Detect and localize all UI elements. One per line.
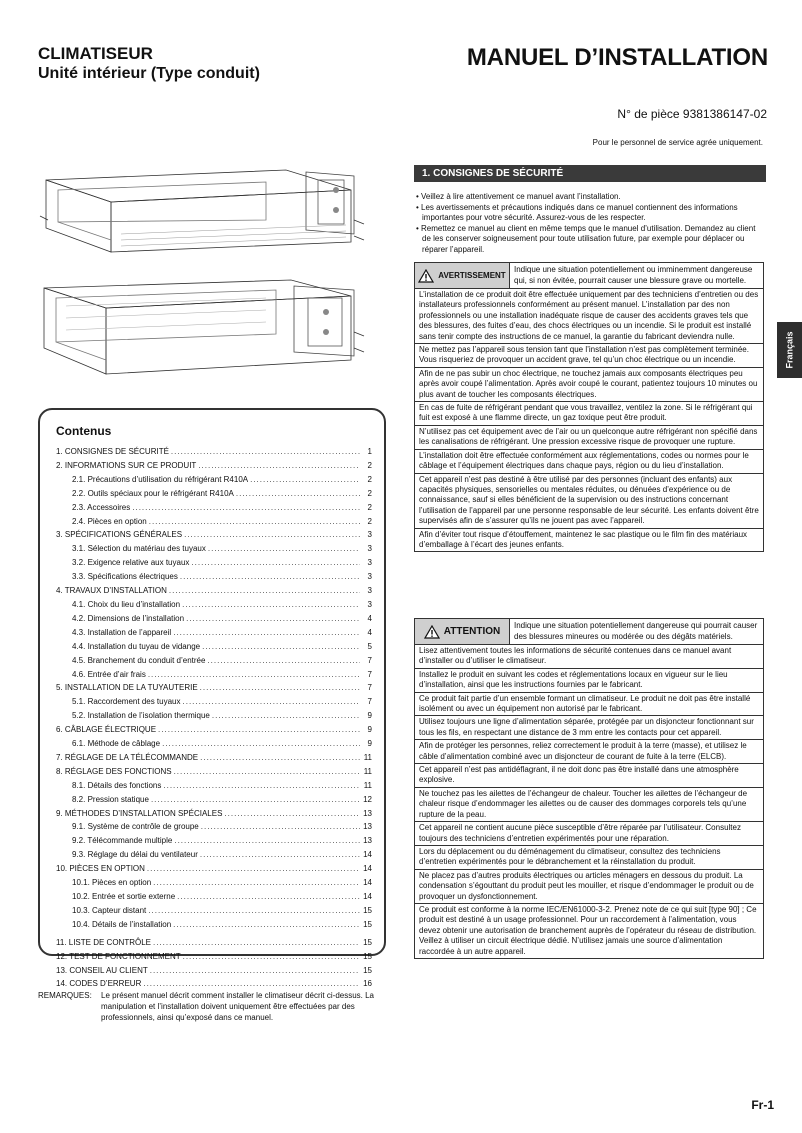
toc-entry-page: 7 [367,697,372,707]
page-number: Fr-1 [751,1098,774,1112]
warning-item: En cas de fuite de réfrigérant pendant que vous travaillez, ventilez la zone. Si le réfrigérant qui fuit est exposé à une flamme directe, un gaz toxique peut être produit. [415,402,763,426]
toc-entry-page: 14 [363,892,372,901]
toc-entry [56,950,372,964]
toc-leader-dots [150,964,360,978]
caution-box [414,618,764,959]
toc-entry-page: 2 [367,488,372,498]
remarks-text: Le présent manuel décrit comment installer le climatiseur décrit ci-dessus. La manipulation et l’installation doivent uniquement être effectuées par des professionnels, ainsi qu’exposé dans ce manuel. [101,991,375,1022]
warning-item: Afin de ne pas subir un choc électrique, ne touchez jamais aux composants électriques peu après avoir coupé l’alimentation. Après avoir coupé le courant, patientez toujours 10 minutes ou plus avant de toucher les composants électriques. [415,368,763,402]
caution-item: Cet appareil ne contient aucune pièce susceptible d’être réparée par l’utilisateur. Consultez toujours des techniciens d’entretien expérimentés pour une réparation. [415,822,763,846]
toc-entry-title: 5.2. Installation de l’isolation thermique [72,711,210,721]
toc-entry-title: 10.1. Pièces en option [72,878,152,888]
toc-leader-dots [207,654,360,668]
toc-leader-dots [147,862,360,876]
toc-entry-page: 2 [367,502,372,512]
caution-badge [415,619,510,644]
intro-item: • Veillez à lire attentivement ce manuel avant l’installation. [414,192,766,203]
toc-entry-title: 4.1. Choix du lieu d’installation [72,599,181,609]
toc-entry-page: 9 [367,711,372,721]
warning-item: L’installation doit être effectuée conformément aux réglementations, codes ou normes pour le câblage et l’équipement électriques dans chaque pays, région ou du lieu d’installation. [415,450,763,474]
toc-entry [56,501,372,515]
warning-item: N’utilisez pas cet équipement avec de l’air ou un quelconque autre réfrigérant non spécifié dans les canalisations de réfrigérant. Une pression excessive risque de provoquer une rupture. [415,426,763,450]
toc-entry-title: 10. PIÈCES EN OPTION [56,864,145,874]
language-tab-label: Français [784,331,795,369]
toc-entry-title: 8.2. Pression statique [72,794,149,804]
table-of-contents [38,408,386,989]
toc-entry-page: 4 [367,613,372,623]
toc-entry-page: 11 [363,752,372,762]
toc-entry [56,570,372,584]
toc-entry [56,848,372,862]
toc-entry-title: 9.1. Système de contrôle de groupe [72,822,199,832]
toc-entry [56,695,372,709]
toc-entry [56,723,372,737]
toc-entry-title: 8. RÉGLAGE DES FONCTIONS [56,766,172,776]
toc-entry-title: 6.1. Méthode de câblage [72,739,161,749]
toc-leader-dots [153,936,360,950]
toc-entry-page: 9 [367,739,372,749]
warning-item: Cet appareil n’est pas destiné à être utilisé par des personnes (incluant des enfants) aux capacités physiques, sensorielles ou mentales réduites, ou dénuées d’expérience ou de connaissance, sauf si elles bénéficient de la supervision ou des instructions concernant l’utilisation de l’appareil par une personne responsable de leur sécurité. Les enfants doivent être supervisés afin de s’assurer qu’ils ne jouent pas avec l’appareil. [415,474,763,529]
warning-description: Indique une situation potentiellement ou imminemment dangereuse qui, si non évitée, pourrait causer une blessure grave ou mortelle. [514,265,753,285]
toc-entry [56,487,372,501]
toc-leader-dots [182,598,360,612]
caution-item: Lisez attentivement toutes les informations de sécurité contenues dans ce manuel avant d’installer ou d’utiliser le climatiseur. [415,645,763,669]
toc-leader-dots [208,542,360,556]
toc-entry-title: 2.4. Pièces en option [72,516,147,526]
toc-entry-page: 3 [367,558,372,568]
toc-entry-page: 7 [367,655,372,665]
toc-entry-page: 11 [363,766,372,776]
caution-item: Ce produit est conforme à la norme IEC/EN61000-3-2. Prenez note de ce qui suit [type 90] ; Ce produit est destiné à un usage professionnel. Pour un raccordement à l’alimentation, vous devez obtenir une autorisation de branchement auprès de l’opérateur du réseau de distribution. Veillez à utiliser un circuit électrique dédié. N’utilisez jamais une source d’alimentation raccordée à un autre appareil. [419,904,757,956]
toc-entry-page: 3 [367,599,372,609]
toc-leader-dots [148,668,360,682]
toc-entry-page: 4 [367,627,372,637]
toc-entry-page: 15 [363,951,372,961]
toc-entry-page: 2 [367,460,372,470]
language-tab [777,322,802,378]
toc-leader-dots [163,779,360,793]
toc-leader-dots [171,445,360,459]
toc-entry [56,556,372,570]
toc-entry-title: 8.1. Détails des fonctions [72,780,162,790]
toc-entry-title: 13. CONSEIL AU CLIENT [56,965,148,975]
toc-entry [56,834,372,848]
toc-entry [56,584,372,598]
toc-entry [56,862,372,876]
toc-entry [56,445,372,459]
caution-item: Lors du déplacement ou du déménagement du climatiseur, consultez des techniciens d’entretien expérimentés pour le débranchement et la réinstallation du produit. [415,846,763,870]
toc-list [56,445,372,991]
toc-entry [56,654,372,668]
toc-leader-dots [200,751,360,765]
toc-entry [56,473,372,487]
toc-leader-dots [173,626,360,640]
toc-leader-dots [224,807,360,821]
toc-entry-page: 15 [363,965,372,975]
toc-entry [56,542,372,556]
toc-entry-page: 13 [363,808,372,818]
caution-item: Ce produit fait partie d’un ensemble formant un climatiseur. Le produit ne doit pas être installé isolément ou avec un équipement non autorisé par le fabricant. [415,693,763,717]
toc-entry-title: 9.2. Télécommande multiple [72,836,173,846]
toc-leader-dots [202,640,360,654]
toc-entry [56,626,372,640]
toc-entry-title: 4.5. Branchement du conduit d’entrée [72,655,206,665]
toc-entry-title: 5. INSTALLATION DE LA TUYAUTERIE [56,683,198,693]
toc-entry-page: 7 [367,683,372,693]
toc-entry [56,765,372,779]
toc-entry-title: 4.4. Installation du tuyau de vidange [72,641,201,651]
toc-entry-page: 1 [367,447,372,456]
toc-leader-dots [183,950,360,964]
toc-entry [56,668,372,682]
toc-entry-title: 10.4. Détails de l’installation [72,919,172,929]
toc-leader-dots [200,848,360,862]
toc-entry-page: 9 [367,725,372,735]
toc-entry-page: 13 [363,836,372,846]
toc-leader-dots [177,890,360,904]
toc-entry-title: 3.2. Exigence relative aux tuyaux [72,558,190,568]
service-note: Pour le personnel de service agrée uniquement. [592,138,763,147]
toc-entry-title: 10.3. Capteur distant [72,905,147,915]
toc-leader-dots [191,556,360,570]
toc-entry-page: 14 [363,864,372,874]
toc-entry [56,709,372,723]
toc-leader-dots [186,612,360,626]
warning-triangle-icon [418,269,434,283]
caution-item: Utilisez toujours une ligne d’alimentation séparée, protégée par un disjoncteur fonctionnant sur tous les fils, en respectant une distance de 3 mm entre les contacts pour cet appareil. [415,716,763,740]
toc-leader-dots [184,528,360,542]
caution-label: ATTENTION [443,626,501,637]
warning-label: AVERTISSEMENT [438,271,506,280]
toc-entry [56,876,372,890]
toc-entry-title: 3. SPÉCIFICATIONS GÉNÉRALES [56,530,183,540]
toc-entry-page: 15 [363,905,372,915]
warning-item: Ne mettez pas l’appareil sous tension tant que l’installation n’est pas complètement terminée. Vous risqueriez de provoquer un accident grave, tel qu’un choc électrique ou un incendie. [415,344,763,368]
manual-title: MANUEL D’INSTALLATION [466,44,768,71]
toc-entry-title: 12. TEST DE FONCTIONNEMENT [56,951,181,961]
caution-description: Indique une situation potentiellement dangereuse qui pourrait causer des blessures mineures ou modérée ou des dégâts matériels. [514,621,758,641]
toc-entry-page: 11 [363,780,372,790]
toc-entry-page: 3 [367,544,372,554]
toc-leader-dots [173,918,360,932]
toc-entry-page: 3 [367,586,372,596]
intro-item: • Les avertissements et précautions indiqués dans ce manuel contiennent des informations importantes pour votre sécurité. Assurez-vous de les respecter. [414,203,766,224]
toc-entry-title: 10.2. Entrée et sortie externe [72,892,176,901]
toc-entry-title: 9.3. Réglage du délai du ventilateur [72,850,198,860]
remarks-label: REMARQUES: [38,991,92,1000]
caution-item: Afin de protéger les personnes, reliez correctement le produit à la terre (masse), et utilisez le câble d’alimentation combiné avec un disjoncteur de courant de fuite à la terre (ELCB). [415,740,763,764]
toc-leader-dots [236,487,360,501]
toc-entry [56,918,372,932]
toc-leader-dots [174,834,360,848]
toc-entry [56,751,372,765]
toc-leader-dots [250,473,360,487]
toc-entry-title: 1. CONSIGNES DE SÉCURITÉ [56,447,169,456]
toc-leader-dots [158,723,360,737]
toc-title: Contenus [56,424,112,438]
warning-badge [415,263,510,288]
toc-entry [56,904,372,918]
toc-entry-page: 16 [363,979,372,989]
toc-entry-title: 14. CODES D’ERREUR [56,979,142,989]
indoor-unit-illustration-top [36,160,366,260]
toc-entry [56,459,372,473]
toc-entry-page: 13 [363,822,372,832]
caution-item: Ne placez pas d’autres produits électriques ou articles ménagers en dessous du produit. La condensation s’égouttant du produit peut les mouiller, et risque d’endommager le produit ou de provoquer un dysfonctionnement. [415,870,763,904]
toc-entry-page: 2 [367,516,372,526]
toc-entry-title: 2.1. Précautions d’utilisation du réfrigérant R410A [72,474,249,484]
remarks [38,990,394,1023]
toc-entry-page: 7 [367,669,372,679]
caution-item: Installez le produit en suivant les codes et réglementations locaux en vigueur sur le lieu d’installation, ainsi que les instructions fournies par le fabricant. [415,669,763,693]
safety-intro-list [414,192,766,255]
indoor-unit-illustration-bottom [36,276,366,386]
toc-entry-page: 14 [363,850,372,860]
toc-entry-page: 14 [363,878,372,888]
toc-entry-title: 4.2. Dimensions de l’installation [72,613,185,623]
toc-entry [56,793,372,807]
warning-item: Afin d’éviter tout risque d’étouffement, maintenez le sac plastique ou le film fin des matériaux d’emballage à l’écart des jeunes enfants. [419,529,748,549]
toc-leader-dots [174,765,360,779]
toc-entry-page: 3 [367,530,372,540]
toc-entry-title: 6. CÂBLAGE ÉLECTRIQUE [56,725,157,735]
toc-entry-title: 7. RÉGLAGE DE LA TÉLÉCOMMANDE [56,752,199,762]
toc-entry-title: 2.2. Outils spéciaux pour le réfrigérant R410A [72,488,234,498]
caution-item: Cet appareil n’est pas antidéflagrant, il ne doit donc pas être installé dans une atmosphère explosive. [415,764,763,788]
toc-entry-title: 4.3. Installation de l’appareil [72,627,172,637]
toc-entry [56,779,372,793]
toc-entry-page: 15 [363,919,372,929]
toc-entry [56,936,372,950]
toc-entry-title: 3.3. Spécifications électriques [72,572,178,582]
toc-entry-title: 4.6. Entrée d’air frais [72,669,146,679]
toc-entry-title: 4. TRAVAUX D’INSTALLATION [56,586,167,596]
toc-leader-dots [132,501,360,515]
unit-type: Unité intérieur (Type conduit) [38,65,260,82]
toc-leader-dots [169,584,360,598]
toc-entry-title: 5.1. Raccordement des tuyaux [72,697,181,707]
caution-triangle-icon [424,625,440,639]
toc-entry [56,640,372,654]
toc-leader-dots [201,820,360,834]
toc-entry-title: 2. INFORMATIONS SUR CE PRODUIT [56,460,197,470]
warning-box [414,262,764,552]
toc-entry-title: 3.1. Sélection du matériau des tuyaux [72,544,206,554]
toc-leader-dots [148,904,360,918]
toc-entry-page: 2 [367,474,372,484]
toc-leader-dots [200,681,360,695]
caution-item: Ne touchez pas les ailettes de l’échangeur de chaleur. Toucher les ailettes de l’échangeur de chaleur risque d’endommager les ailettes ou de causer des dommages corporels tels qu’une rupture de la peau. [415,788,763,822]
toc-leader-dots [180,570,360,584]
toc-leader-dots [183,695,360,709]
toc-entry-title: 11. LISTE DE CONTRÔLE [56,937,151,947]
toc-entry [56,890,372,904]
product-name: CLIMATISEUR [38,44,153,63]
caution-header [415,619,763,645]
toc-entry-page: 5 [367,641,372,651]
toc-entry [56,681,372,695]
toc-leader-dots [153,876,360,890]
toc-entry [56,820,372,834]
toc-entry [56,528,372,542]
toc-entry [56,737,372,751]
intro-item: • Remettez ce manuel au client en même temps que le manuel d’utilisation. Demandez au client de les conserver soigneusement pour toute utilisation future, par exemple pour déplacer ou réparer l’appareil. [414,224,766,256]
toc-leader-dots [149,515,360,529]
product-heading [38,44,260,84]
part-number: N° de pièce 9381386147-02 [617,107,767,121]
toc-entry [56,807,372,821]
toc-entry-page: 15 [363,937,372,947]
warning-item: L’installation de ce produit doit être effectuée uniquement par des techniciens d’entretien ou des installateurs professionnels conformément au présent manuel. L’installation par des non professionnels ou une installation inadéquate risque de causer des accidents graves tels que des blessures, des fuites d’eau, des chocs électriques ou un incendie. Si le produit est installé sans tenir compte des instructions de ce manuel, la garantie du fabricant deviendra nulle. [415,289,763,344]
toc-entry-title: 9. MÉTHODES D’INSTALLATION SPÉCIALES [56,808,223,818]
toc-entry [56,612,372,626]
section-title-safety: 1. CONSIGNES DE SÉCURITÉ [414,165,766,182]
toc-leader-dots [162,737,360,751]
toc-entry-title: 2.3. Accessoires [72,502,131,512]
warning-header [415,263,763,289]
toc-entry [56,598,372,612]
toc-entry-page: 3 [367,572,372,582]
toc-leader-dots [212,709,360,723]
toc-leader-dots [151,793,360,807]
toc-entry [56,964,372,978]
toc-entry-page: 12 [363,794,372,804]
toc-entry [56,515,372,529]
toc-leader-dots [198,459,360,473]
